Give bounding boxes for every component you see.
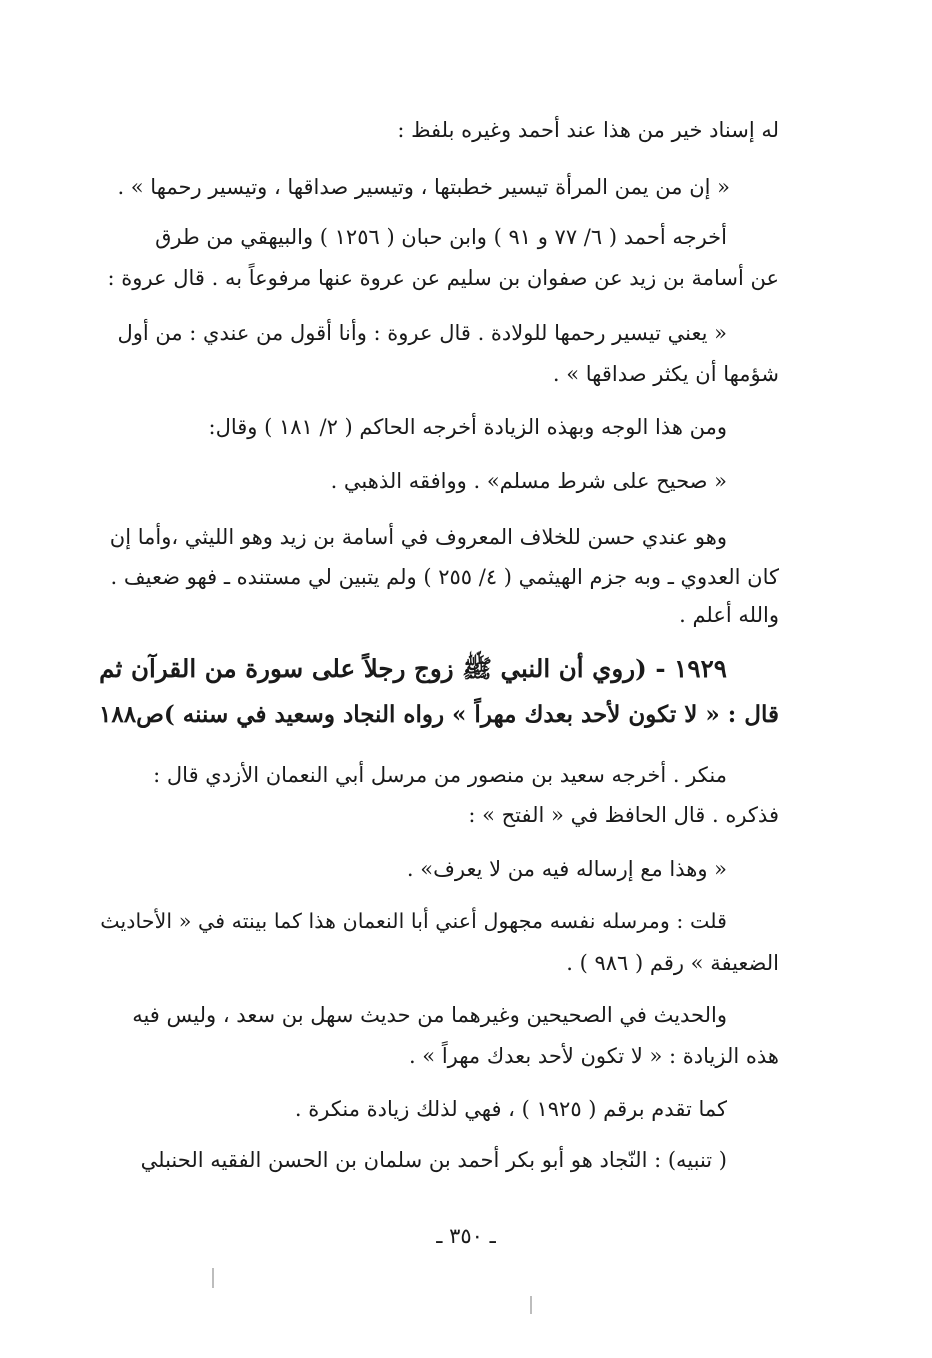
text-line: كان العدوي ـ وبه جزم الهيثمي ( ٤/ ٢٥٥ ) ولم يتبين لي مستنده ـ فهو ضعيف . bbox=[110, 565, 779, 589]
hadith-heading: ١٩٢٩ - (روي أن النبي ﷺ زوج رجلاً على سورة من القرآن ثم bbox=[99, 654, 727, 683]
text-line: شؤمها أن يكثر صداقها » . bbox=[552, 362, 779, 386]
text-line: « صحيح على شرط مسلم» . ووافقه الذهبي . bbox=[330, 469, 727, 493]
text-line: عن أسامة بن زيد عن صفوان بن سليم عن عروة عنها مرفوعاً به . قال عروة : bbox=[107, 266, 779, 290]
scan-speck bbox=[212, 1268, 214, 1288]
text-line: فذكره . قال الحافظ في « الفتح » : bbox=[468, 803, 779, 827]
text-line: كما تقدم برقم ( ١٩٢٥ ) ، فهي لذلك زيادة منكرة . bbox=[294, 1097, 727, 1121]
scan-speck bbox=[530, 1296, 532, 1314]
text-line: هذه الزيادة : « لا تكون لأحد بعدك مهراً » . bbox=[408, 1044, 779, 1068]
text-line: له إسناد خير من هذا عند أحمد وغيره بلفظ : bbox=[397, 118, 779, 142]
text-line: الضعيفة » رقم ( ٩٨٦ ) . bbox=[566, 951, 779, 975]
text-line: والحديث في الصحيحين وغيرهما من حديث سهل بن سعد ، وليس فيه bbox=[132, 1003, 727, 1027]
text-line: قلت : ومرسله نفسه مجهول أعني أبا النعمان هذا كما بينته في « الأحاديث bbox=[100, 909, 727, 933]
text-line: والله أعلم . bbox=[679, 603, 779, 627]
text-line: « إن من يمن المرأة تيسير خطبتها ، وتيسير صداقها ، وتيسير رحمها » . bbox=[117, 175, 730, 199]
text-line: وهو عندي حسن للخلاف المعروف في أسامة بن زيد وهو الليثي ،وأما إن bbox=[109, 525, 727, 549]
text-line: « وهذا مع إرساله فيه من لا يعرف» . bbox=[406, 857, 727, 881]
page-number: ـ ٣٥٠ ـ bbox=[436, 1224, 496, 1248]
text-line: أخرجه أحمد ( ٦/ ٧٧ و ٩١ ) وابن حبان ( ١٢٥٦ ) والبيهقي من طرق bbox=[155, 225, 727, 249]
hadith-heading: قال : « لا تكون لأحد بعدك مهراً » رواه النجاد وسعيد في سننه )ص١٨٨ bbox=[99, 701, 779, 728]
text-line: « يعني تيسير رحمها للولادة . قال عروة : وأنا أقول من عندي : من أول bbox=[117, 321, 727, 345]
text-line: ( تنبيه) : النّجاد هو أبو بكر أحمد بن سلمان بن الحسن الفقيه الحنبلي bbox=[140, 1148, 727, 1172]
text-line: ومن هذا الوجه وبهذه الزيادة أخرجه الحاكم ( ٢/ ١٨١ ) وقال: bbox=[208, 415, 727, 439]
text-line: منكر . أخرجه سعيد بن منصور من مرسل أبي النعمان الأزدي قال : bbox=[153, 763, 727, 787]
